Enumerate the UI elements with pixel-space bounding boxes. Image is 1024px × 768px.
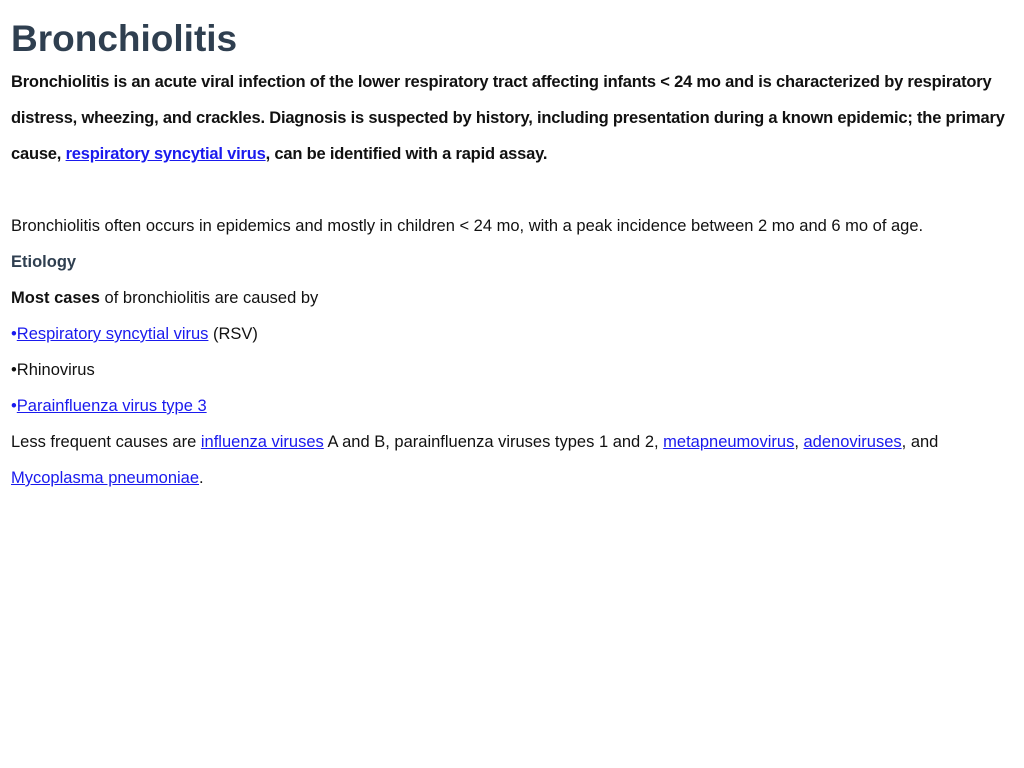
page-title: Bronchiolitis: [11, 18, 238, 59]
sentence-end: .: [199, 469, 204, 487]
influenza-link[interactable]: influenza viruses: [200, 433, 324, 451]
metapneumovirus-link[interactable]: metapneumovirus: [663, 433, 795, 451]
bullet-item-parainfluenza: [11, 388, 1011, 424]
less-frequent-prefix: Less frequent causes are: [11, 433, 201, 451]
intro-text-start: Bronchiolitis is an acute viral infection of the lower respiratory tract affecting infants < 24 mo and is characterized by respiratory distress, wheezing, and crackles. Diagnosis is suspected by history, including presentation during a known epidemic; the primary cause,: [11, 73, 1005, 163]
bullet-item-rhinovirus: [11, 352, 1011, 388]
bullet-glyph: •: [11, 397, 17, 415]
rhinovirus-text: Rhinovirus: [16, 361, 95, 379]
etiology-heading: Etiology: [11, 253, 77, 271]
paragraph-spacer: [11, 172, 1011, 208]
intro-text-end: , can be identified with a rapid assay.: [265, 145, 548, 163]
most-cases-bold: Most cases: [11, 289, 100, 307]
intro-paragraph: [11, 64, 1011, 172]
and-separator: , and: [901, 433, 939, 451]
rsv-suffix: (RSV): [208, 325, 258, 343]
less-frequent-paragraph: [11, 424, 1011, 496]
parainfluenza-link[interactable]: Parainfluenza virus type 3: [16, 397, 207, 415]
mycoplasma-link[interactable]: Mycoplasma pneumoniae: [11, 469, 200, 487]
epidemiology-paragraph: Bronchiolitis often occurs in epidemics and mostly in children < 24 mo, with a peak incidence between 2 mo and 6 mo of age.: [11, 217, 924, 235]
bullet-glyph: •: [11, 361, 17, 379]
slide-content: [11, 64, 1011, 496]
less-frequent-mid: A and B, parainfluenza viruses types 1 and 2,: [323, 433, 664, 451]
most-cases-text: of bronchiolitis are caused by: [99, 289, 319, 307]
rsv-link[interactable]: Respiratory syncytial virus: [16, 325, 209, 343]
adenoviruses-link[interactable]: adenoviruses: [803, 433, 902, 451]
bullet-item-rsv: [11, 316, 1011, 352]
comma-separator: ,: [794, 433, 804, 451]
rsv-intro-link[interactable]: respiratory syncytial virus: [65, 145, 266, 163]
most-cases-line: [11, 280, 1011, 316]
bullet-glyph: •: [11, 325, 17, 343]
